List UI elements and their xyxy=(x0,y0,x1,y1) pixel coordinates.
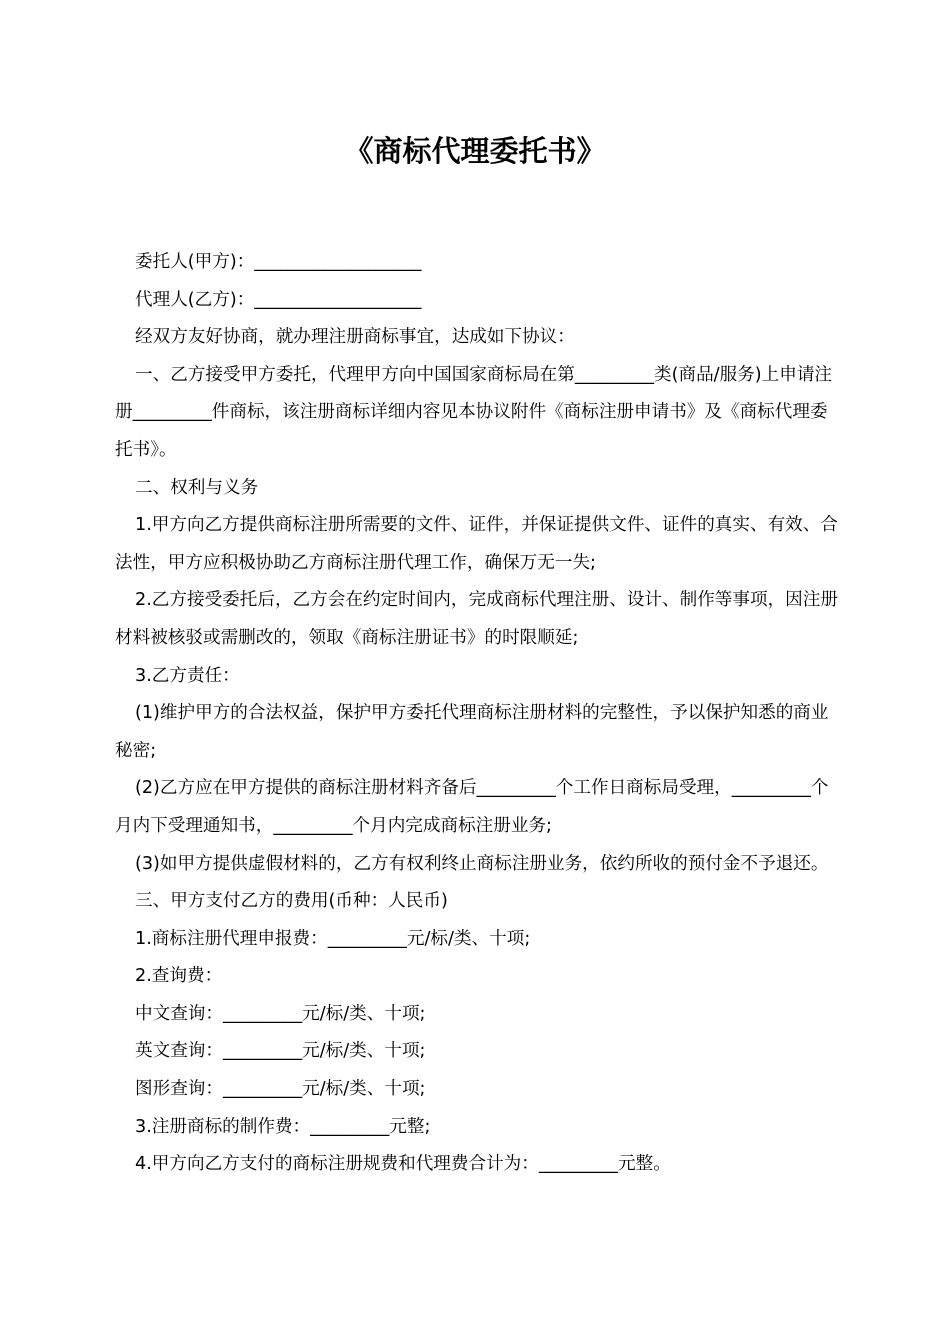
paragraph-fee-graphic-query: 图形查询：_________元/标/类、十项; xyxy=(135,1079,426,1100)
paragraph-fee-english-query: 英文查询：_________元/标/类、十项; xyxy=(135,1041,426,1062)
paragraph-duty-2: (2)乙方应在甲方提供的商标注册材料齐备后_________个工作日商标局受理，_________个月内下受理通知书，_________个月内完成商标注册业务; xyxy=(115,778,829,836)
section-heading-rights: 二、权利与义务 xyxy=(135,477,259,498)
paragraph-fee-1: 1.商标注册代理申报费：_________元/标/类、十项; xyxy=(135,928,531,949)
paragraph-rights-3: 3.乙方责任： xyxy=(135,665,240,686)
section-heading-fees: 三、甲方支付乙方的费用(币种：人民币) xyxy=(135,891,448,912)
paragraph-rights-1: 1.甲方向乙方提供商标注册所需要的文件、证件，并保证提供文件、证件的真实、有效、合法性，甲方应积极协助乙方商标注册代理工作，确保万无一失; xyxy=(115,515,838,573)
paragraph-rights-2: 2.乙方接受委托后，乙方会在约定时间内，完成商标代理注册、设计、制作等事项，因注册材料被核驳或需删改的，领取《商标注册证书》的时限顺延; xyxy=(115,590,838,648)
paragraph-clause-1: 一、乙方接受甲方委托，代理甲方向中国国家商标局在第_________类(商品/服务)上申请注册_________件商标，该注册商标详细内容见本协议附件《商标注册申请书》及《商标代理委托书》。 xyxy=(115,364,833,460)
paragraph-fee-2: 2.查询费： xyxy=(135,966,223,987)
paragraph-duty-3: (3)如甲方提供虚假材料的，乙方有权利终止商标注册业务，依约所收的预付金不予退还。 xyxy=(135,853,829,874)
paragraph-fee-chinese-query: 中文查询：_________元/标/类、十项; xyxy=(135,1003,426,1024)
document-title: 《商标代理委托书》 xyxy=(344,134,606,168)
document-body xyxy=(115,244,840,1184)
paragraph-principal: 委托人(甲方)：___________________ xyxy=(135,252,422,272)
paragraph-fee-3: 3.注册商标的制作费：_________元整; xyxy=(135,1116,431,1137)
paragraph-duty-1: (1)维护甲方的合法权益，保护甲方委托代理商标注册材料的完整性，予以保护知悉的商业秘密; xyxy=(115,703,829,761)
paragraph-fee-4: 4.甲方向乙方支付的商标注册规费和代理费合计为：_________元整。 xyxy=(135,1154,671,1175)
paragraph-agent: 代理人(乙方)：___________________ xyxy=(135,289,422,310)
paragraph-agreement-intro: 经双方友好协商，就办理注册商标事宜，达成如下协议： xyxy=(135,327,575,348)
